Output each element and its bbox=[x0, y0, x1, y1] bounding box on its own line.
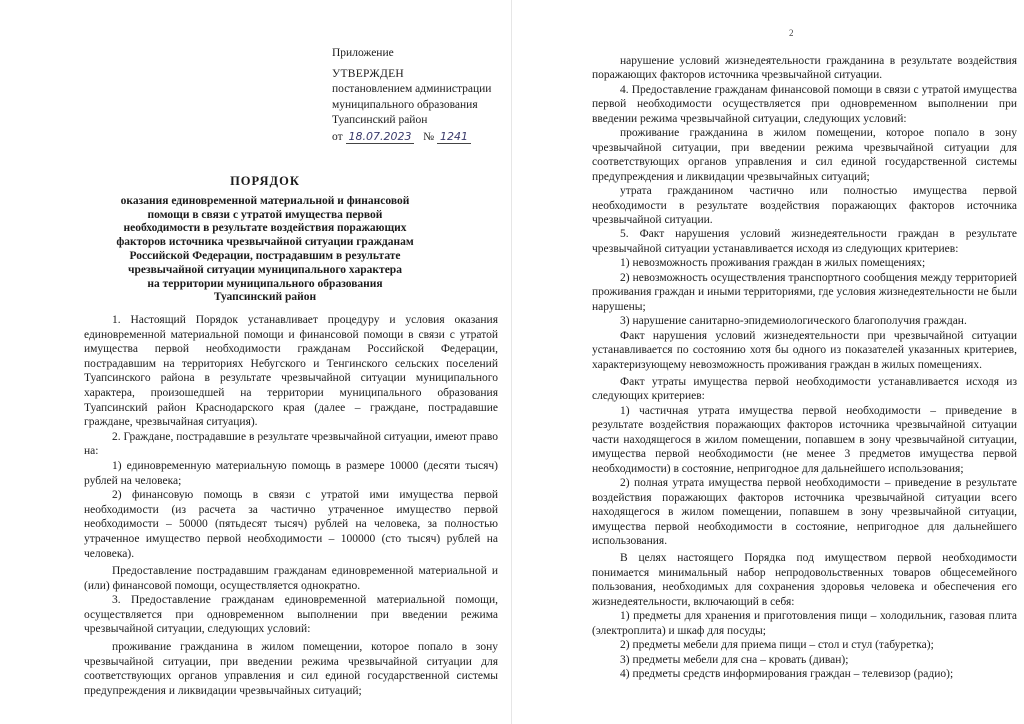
paragraph: 2) финансовую помощь в связи с утратой ими имущества первой необходимости (из расчета за частично утраченное имущество первой необходимости – 50000 (пятьдесят тысяч) рублей на человека, за полностью утраченное имущество первой необходимости – 100000 (сто тысяч) рублей на человека). bbox=[84, 489, 498, 560]
title-line: чрезвычайной ситуации муниципального характера bbox=[128, 263, 402, 276]
paragraph: 2. Граждане, пострадавшие в результате чрезвычайной ситуации, имеют право на: bbox=[84, 430, 498, 458]
paragraph: 2) полная утрата имущества первой необходимости – приведение в результате воздействия поражающих факторов источника чрезвычайной ситуации всего находящегося в жилом помещении, попавшем в зону чрезвычайной ситуации, имущества первой необходимости в состояние, непригодное для дальнейшего использования. bbox=[592, 477, 1017, 547]
paragraph: проживание гражданина в жилом помещении, которое попало в зону чрезвычайной ситуации, при введении режима чрезвычайной ситуации для соответствующих органов управления и сил единой государственной системы предупреждения и ликвидации чрезвычайных ситуаций; bbox=[84, 641, 498, 697]
approval-block bbox=[332, 46, 507, 145]
title-line: факторов источника чрезвычайной ситуации гражданам bbox=[116, 236, 414, 249]
title-line: Туапсинский район bbox=[213, 291, 317, 304]
title-line: на территории муниципального образования bbox=[147, 277, 383, 290]
paragraph: 1) предметы для хранения и приготовления пищи – холодильник, газовая плита (электроплита) и шкаф для посуды; bbox=[592, 610, 1017, 637]
title-heading: ПОРЯДОК bbox=[230, 174, 300, 188]
paragraph: 4) предметы средств информирования граждан – телевизор (радио); bbox=[620, 668, 954, 681]
paragraph: 5. Факт нарушения условий жизнедеятельности граждан в результате чрезвычайной ситуации устанавливается исходя из следующих критериев: bbox=[592, 228, 1017, 255]
paragraph: нарушение условий жизнедеятельности гражданина в результате воздействия поражающих факторов источника чрезвычайной ситуации. bbox=[592, 55, 1017, 82]
paragraph: Факт утраты имущества первой необходимости устанавливается исходя из следующих критериев: bbox=[592, 375, 1017, 403]
approved-by-line: муниципального образования bbox=[332, 98, 478, 111]
appendix-label: Приложение bbox=[332, 47, 394, 59]
title-line: помощи в связи с утратой имущества первой bbox=[147, 208, 383, 221]
paragraph: 2) предметы мебели для приема пищи – стол и стул (табуретка); bbox=[620, 639, 934, 652]
paragraph: 3) нарушение санитарно-эпидемиологического благополучия граждан. bbox=[620, 315, 967, 328]
paragraph: 1) единовременную материальную помощь в размере 10000 (десяти тысяч) рублей на человека; bbox=[84, 459, 498, 487]
title-line: необходимости в результате воздействия поражающих bbox=[123, 222, 407, 235]
paragraph: Факт нарушения условий жизнедеятельности при чрезвычайной ситуации устанавливается по состоянию хотя бы одного из показателей указанных критериев, характеризующему невозможность проживания граждан в жилых помещениях. bbox=[592, 329, 1017, 371]
document-title bbox=[100, 175, 430, 305]
paragraph: 3) предметы мебели для сна – кровать (диван); bbox=[620, 653, 849, 666]
from-label: от bbox=[332, 130, 343, 143]
page-number: 2 bbox=[789, 28, 794, 38]
approved-by-line: Туапсинский район bbox=[332, 114, 428, 126]
handwritten-date: 18.07.2023 bbox=[346, 130, 415, 144]
paragraph: проживание гражданина в жилом помещении, которое попало в зону чрезвычайной ситуации, при введении режима чрезвычайной ситуации для соответствующих органов управления и сил единой государственной системы предупреждения и ликвидации чрезвычайных ситуаций; bbox=[592, 127, 1017, 183]
approved-by-line: постановлением администрации bbox=[332, 83, 492, 95]
document-page-2 bbox=[512, 0, 1024, 724]
paragraph: Предоставление пострадавшим гражданам единовременной материальной и (или) финансовой помощи, осуществляется однократно. bbox=[84, 565, 498, 592]
number-label: № bbox=[423, 130, 435, 143]
paragraph: 1) невозможность проживания граждан в жилых помещениях; bbox=[620, 257, 926, 270]
page-2-body bbox=[592, 54, 1017, 681]
approved-label: УТВЕРЖДЕН bbox=[332, 67, 405, 80]
paragraph: 1) частичная утрата имущества первой необходимости – приведение в результате воздействия поражающих факторов источника чрезвычайной ситуации части находящегося в жилом помещении, попавшем в зону чрезвычайной ситуации, имущества первой необходимости (не менее 3 предметов имущества первой необходимости) в состояние, непригодное для дальнейшего использования; bbox=[592, 404, 1017, 475]
title-line: Российской Федерации, пострадавшим в результате bbox=[129, 249, 401, 262]
resolution-date-number bbox=[332, 129, 507, 146]
handwritten-number: 1241 bbox=[437, 130, 471, 144]
title-line: оказания единовременной материальной и финансовой bbox=[120, 194, 410, 207]
page-1-body bbox=[84, 313, 498, 698]
paragraph: 1. Настоящий Порядок устанавливает процедуру и условия оказания единовременной материальной помощи и финансовой помощи в связи с утратой имущества первой необходимости гражданам Российской Федерации, пострадавшим на территориях Небугского и Тенгинского сельских поселений Туапсинского района в результате чрезвычайной ситуации муниципального характера, произошедшей на территории муниципального образования Туапсинский район Краснодарского края (далее – граждане, пострадавшие граждане, чрезвычайная ситуация). bbox=[84, 314, 498, 429]
paragraph: 4. Предоставление гражданам финансовой помощи в связи с утратой имущества первой необходимости осуществляется при одновременном выполнении при введении режима чрезвычайной ситуации, следующих условий: bbox=[592, 83, 1017, 125]
paragraph: 3. Предоставление гражданам единовременной материальной помощи, осуществляется при одновременном выполнении при введении режима чрезвычайной ситуации, следующих условий: bbox=[84, 594, 498, 636]
paragraph: 2) невозможность осуществления транспортного сообщения между территорией проживания граждан и иными территориями, где условия жизнедеятельности не были нарушены; bbox=[592, 271, 1017, 313]
paragraph: В целях настоящего Порядка под имуществом первой необходимости понимается минимальный набор непродовольственных товаров общесемейного пользования, необходимых для сохранения здоровья человека и обеспечения его жизнедеятельности, включающий в себя: bbox=[592, 552, 1017, 608]
paragraph: утрата гражданином частично или полностью имущества первой необходимости в результате воздействия поражающих факторов источника чрезвычайной ситуации. bbox=[592, 185, 1017, 226]
